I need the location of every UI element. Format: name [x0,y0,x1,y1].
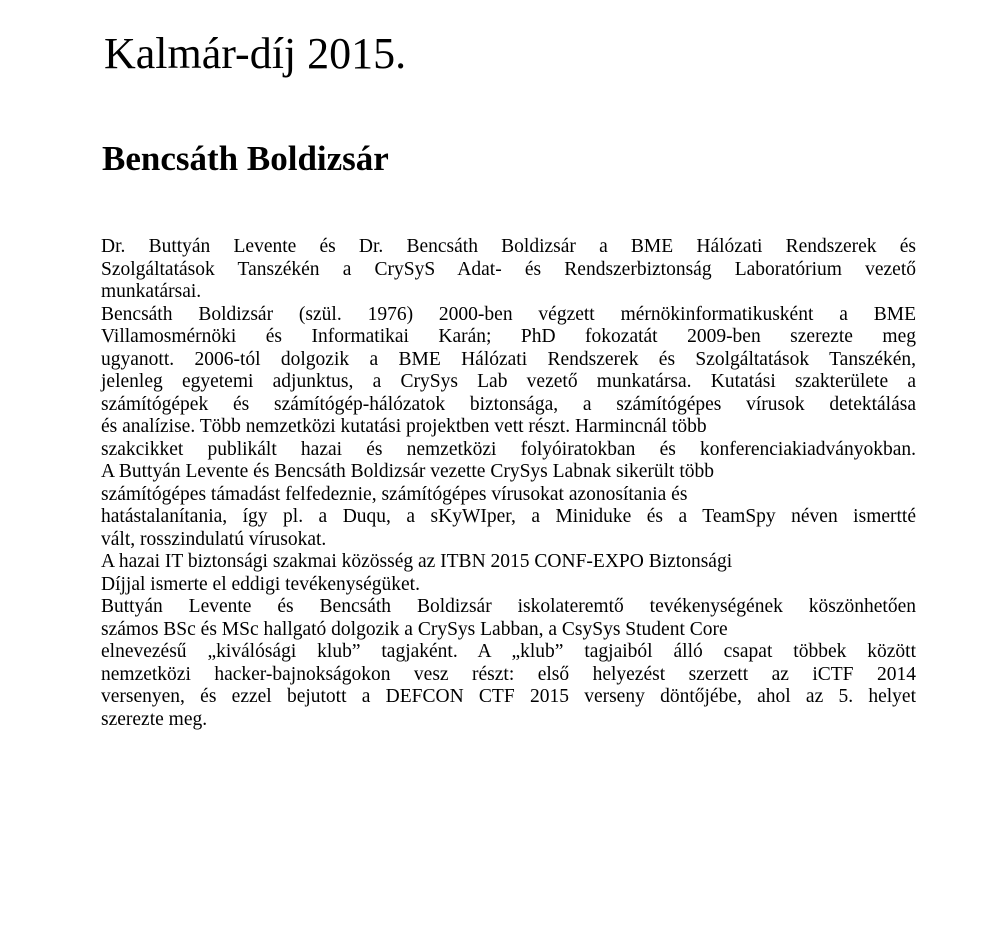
text-line: hatástalanítania, így pl. a Duqu, a sKyWIper, a Miniduke és a TeamSpy néven ismertté [101,506,916,527]
text-line: jelenleg egyetemi adjunktus, a CrySys Lab vezető munkatársa. Kutatási szakterülete a [101,371,916,392]
text-line: ugyanott. 2006-tól dolgozik a BME Hálózati Rendszerek és Szolgáltatások Tanszékén, [101,348,916,370]
text-line: versenyen, és ezzel bejutott a DEFCON CTF 2015 verseny döntőjébe, ahol az 5. helyet [101,686,916,707]
document-title: Kalmár-díj 2015. [104,29,407,78]
text-line: és analízise. Több nemzetközi kutatási projektben vett részt. Harmincnál több [101,416,707,437]
text-line: számos BSc és MSc hallgató dolgozik a CrySys Labban, a CsySys Student Core [101,618,728,640]
text-line: Villamosmérnöki és Informatikai Karán; PhD fokozatát 2009-ben szerezte meg [101,326,916,347]
body-text [101,236,916,731]
person-name-heading: Bencsáth Boldizsár [102,139,389,178]
text-line: A Buttyán Levente és Bencsáth Boldizsár vezette CrySys Labnak sikerült több [101,461,715,482]
text-line: számítógépes támadást felfedeznie, számítógépes vírusokat azonosítania és [101,483,688,505]
text-line: Szolgáltatások Tanszékén a CrySyS Adat- és Rendszerbiztonság Laboratórium vezető [101,258,916,280]
text-line: szakcikket publikált hazai és nemzetközi folyóiratokban és konferenciakiadványokban. [101,438,916,460]
text-line: elnevezésű „kiválósági klub” tagjaként. A „klub” tagjaiból álló csapat többek között [101,641,916,662]
text-line: Díjjal ismerte el eddigi tevékenységüket. [101,573,420,595]
text-line: Dr. Buttyán Levente és Dr. Bencsáth Boldizsár a BME Hálózati Rendszerek és [101,236,916,257]
text-line: szerezte meg. [101,708,208,730]
text-line: számítógépek és számítógép-hálózatok biztonsága, a számítógépes vírusok detektálása [101,393,916,415]
text-line: Buttyán Levente és Bencsáth Boldizsár iskolateremtő tevékenységének köszönhetően [101,596,916,617]
text-line: Bencsáth Boldizsár (szül. 1976) 2000-ben végzett mérnökinformatikusként a BME [101,303,916,325]
text-line: nemzetközi hacker-bajnokságokon vesz részt: első helyezést szerzett az iCTF 2014 [101,663,916,685]
text-line: munkatársai. [101,281,202,302]
text-line: vált, rosszindulatú vírusokat. [101,528,327,550]
text-line: A hazai IT biztonsági szakmai közösség az ITBN 2015 CONF-EXPO Biztonsági [101,551,733,572]
